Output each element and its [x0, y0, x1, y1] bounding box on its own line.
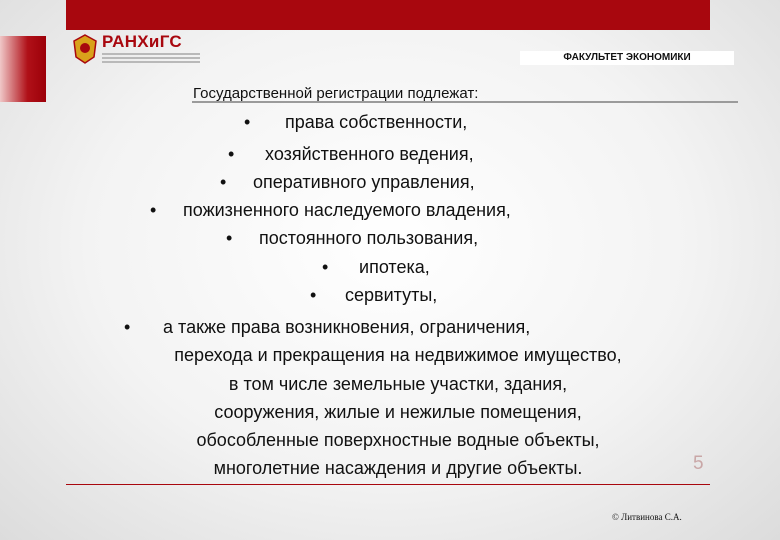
- list-item: [124, 316, 530, 338]
- list-item: [322, 256, 430, 278]
- list-item: [220, 171, 475, 193]
- list-item-text: хозяйственного ведения,: [265, 144, 474, 164]
- bullet: •: [322, 257, 329, 277]
- list-item-text: ипотека,: [359, 257, 430, 277]
- faculty-label: ФАКУЛЬТЕТ ЭКОНОМИКИ: [520, 51, 734, 65]
- bullet: •: [124, 317, 131, 337]
- bullet: •: [228, 144, 235, 164]
- continuation-line: сооружения, жилые и нежилые помещения,: [214, 402, 582, 422]
- footer-divider: [66, 484, 710, 485]
- list-item-text: пожизненного наследуемого владения,: [183, 200, 511, 220]
- list-item: [226, 227, 478, 249]
- list-item: [244, 111, 467, 133]
- ranepa-logo: [72, 32, 202, 66]
- list-item: [310, 284, 437, 306]
- list-item-text: постоянного пользования,: [259, 228, 479, 248]
- continuation-line: в том числе земельные участки, здания,: [228, 374, 568, 394]
- logo-wordmark: РАНХиГС: [102, 32, 182, 51]
- page-number: 5: [693, 453, 704, 474]
- left-accent-block: [0, 36, 46, 102]
- list-item-text: оперативного управления,: [253, 172, 475, 192]
- author-credit: © Литвинова С.А.: [612, 512, 682, 522]
- emblem-icon: [72, 33, 98, 65]
- continuation-line: многолетние насаждения и другие объекты.: [213, 458, 583, 478]
- list-item-text: права собственности,: [285, 112, 468, 132]
- continuation-line: обособленные поверхностные водные объекты,: [196, 430, 600, 450]
- bullet: •: [150, 200, 157, 220]
- bullet: •: [310, 285, 317, 305]
- list-item-text: а также права возникновения, ограничения,: [163, 317, 531, 337]
- bullet: •: [226, 228, 233, 248]
- list-item: [228, 143, 474, 165]
- list-item: [150, 199, 511, 221]
- logo-subtitle-lines: [102, 53, 200, 65]
- top-accent-bar: [66, 0, 710, 30]
- bullet: •: [220, 172, 227, 192]
- slide-heading: Государственной регистрации подлежат:: [193, 85, 479, 102]
- bullet: •: [244, 112, 251, 132]
- list-item-text: сервитуты,: [345, 285, 438, 305]
- continuation-line: перехода и прекращения на недвижимое имущество,: [174, 345, 622, 365]
